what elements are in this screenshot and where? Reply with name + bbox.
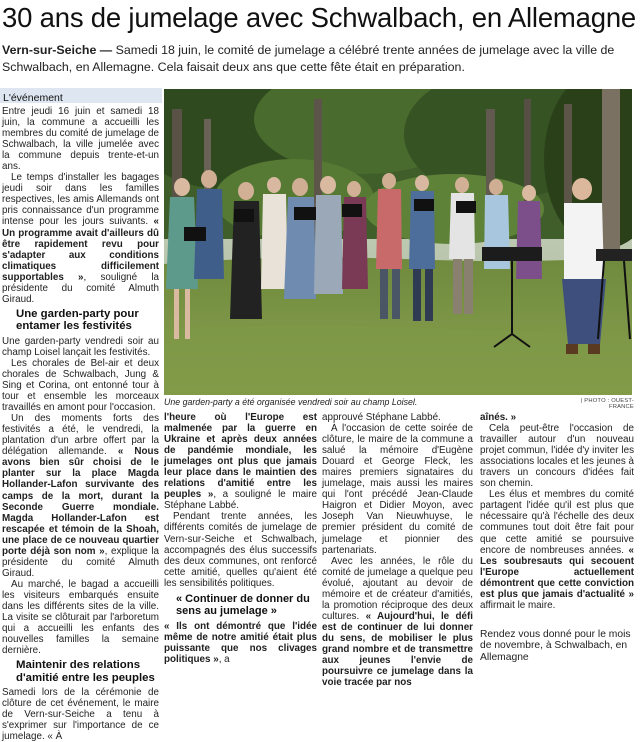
paragraph: À l'occasion de cette soirée de clôture, le maire de la commune a salué la mémoire d'Eugène Douard et George Fleck, les maires premiers signataires du jumelage, mais aussi les maires qui l'ont précédé Jean-Claude Haigron et Didier Moyon, avec Joseph Van Nieuwhuyse, le premier président du comité de jumelage et pionnier des partenariats.	[322, 423, 473, 556]
paragraph: Le temps d'installer les bagages jeudi soir dans les familles respectives, les amis Allemands ont pris connaissance d'un programme intense pour les jours suivants. « Un programme avait d'ailleurs dû être rapidement revu pour s'adapter aux conditions climatiques difficilement supportables », souligné la présidente du comité Almuth Giraud.	[2, 172, 159, 305]
subheading: Maintenir des relations d'amitié entre les peuples	[16, 659, 155, 684]
paragraph: Rendez vous donné pour le mois de novembre, à Schwalbach, en Allemagne	[480, 628, 631, 664]
paragraph: Les chorales de Bel-air et deux chorales de Schwalbach, Jung & Sing et Corina, ont entonné tour à tour et ensemble les morceaux travaillés en amont pour l'occasion.	[2, 357, 159, 414]
standfirst-text: Samedi 18 juin, le comité de jumelage a célébré trente années de jumelage avec la ville de Schwalbach, en Allemagne. Cela faisait deux ans que cette fête était en préparation.	[2, 43, 615, 74]
paragraph: Un des moments forts des festivités a été, le vendredi, la plantation d'un arbre offert par la délégation allemande. « Nous avons bien sûr choisi de le planter sur la place Magda Hollander-Lafon survivante des camps de la mort, durant la Seconde Guerre mondiale. Magda Hollander-Lafon est rescapée et témoin de la Shoah, une place de ce nouveau quartier porte déjà son nom », explique la présidente du comité Almuth Giraud.	[2, 413, 160, 579]
paragraph: Pendant trente années, les différents comités de jumelage de Vern-sur-Seiche et Schwalbach, accompagnés des élus successifs des deux communes, ont renforcé cette amitié, quelles qu'aient été les sensibilités politiques.	[164, 511, 317, 589]
paragraph: Les élus et membres du comité partagent l'idée qu'il est plus que nécessaire qu'à l'échelle des deux communes tout doit être fait pour que cette amitié se poursuive encore de nombreuses années. « Les soubresauts qui secouent l'Europe actuellement démontrent que cette conviction est plus que jamais d'actualité » affirmait le maire.	[480, 489, 634, 611]
column-4	[480, 412, 634, 664]
column-3	[322, 412, 473, 688]
paragraph: l'heure où l'Europe est malmenée par la guerre en Ukraine et après deux années de pandémie mondiale, les jumelages ont plus que jamais leur place dans le maintien des relations d'amitié entre les peuples », a souligné le maire Stéphane Labbé.	[164, 412, 317, 512]
photo-caption: Une garden-party a été organisée vendredi soir au champ Loisel.	[164, 397, 418, 407]
article-photo	[164, 89, 632, 395]
paragraph: Avec les années, le rôle du comité de jumelage a quelque peu évolué, ajoutant au devoir de mémoire et de créateur d'amitiés, la promotion réciproque des deux cultures. « Aujourd'hui, le défi est de continuer de lui donner du sens, de mobiliser le plus grand nombre et de transmettre aux jeunes l'envie de poursuivre ce jumelage dans la voie tracée par nos	[322, 555, 474, 689]
rubric-label: L'événement	[3, 92, 63, 104]
paragraph: aînés. »	[480, 412, 517, 423]
headline: 30 ans de jumelage avec Schwalbach, en Allemagne	[2, 2, 637, 33]
photo-credit: | PHOTO : OUEST-FRANCE	[580, 398, 634, 410]
paragraph: « Ils ont démontré que l'idée même de notre amitié était plus puissante que nos clivages politiques », a	[164, 620, 317, 665]
paragraph: approuvé Stéphane Labbé.	[322, 412, 441, 423]
choir-photo-illustration	[164, 89, 632, 395]
paragraph: Cela peut-être l'occasion de travailler autour d'un nouveau projet commun, l'idée d'y inviter les associations locales et les jeunes à travers un concours d'idées fait son chemin.	[480, 423, 634, 490]
paragraph: Samedi lors de la cérémonie de clôture de cet événement, le maire de Vern-sur-Seiche a tenu à s'exprimer sur l'importance de ce jumelage. « À	[2, 687, 159, 742]
subheading: « Continuer de donner du sens au jumelage »	[176, 592, 310, 617]
paragraph: Au marché, le bagad a accueilli les visiteurs embarqués ensuite dans les différents sites de la ville. La visite se clôturait par l'arboretum qui a accueilli les enfants des nouvelles familles la semaine dernière.	[2, 578, 159, 657]
paragraph: Entre jeudi 16 juin et samedi 18 juin, la commune a accueilli les membres du comité de jumelage de Schwalbach, la ville jumelée avec la commune depuis trente-et-un ans.	[2, 106, 159, 173]
paragraph: Une garden-party vendredi soir au champ Loisel lançait les festivités.	[2, 335, 159, 358]
rubric-bar	[0, 88, 162, 103]
standfirst	[2, 42, 632, 75]
column-2	[164, 412, 317, 665]
subheading: Une garden-party pour entamer les festivités	[16, 307, 139, 333]
standfirst-place: Vern-sur-Seiche —	[2, 43, 113, 57]
column-1	[2, 106, 159, 742]
